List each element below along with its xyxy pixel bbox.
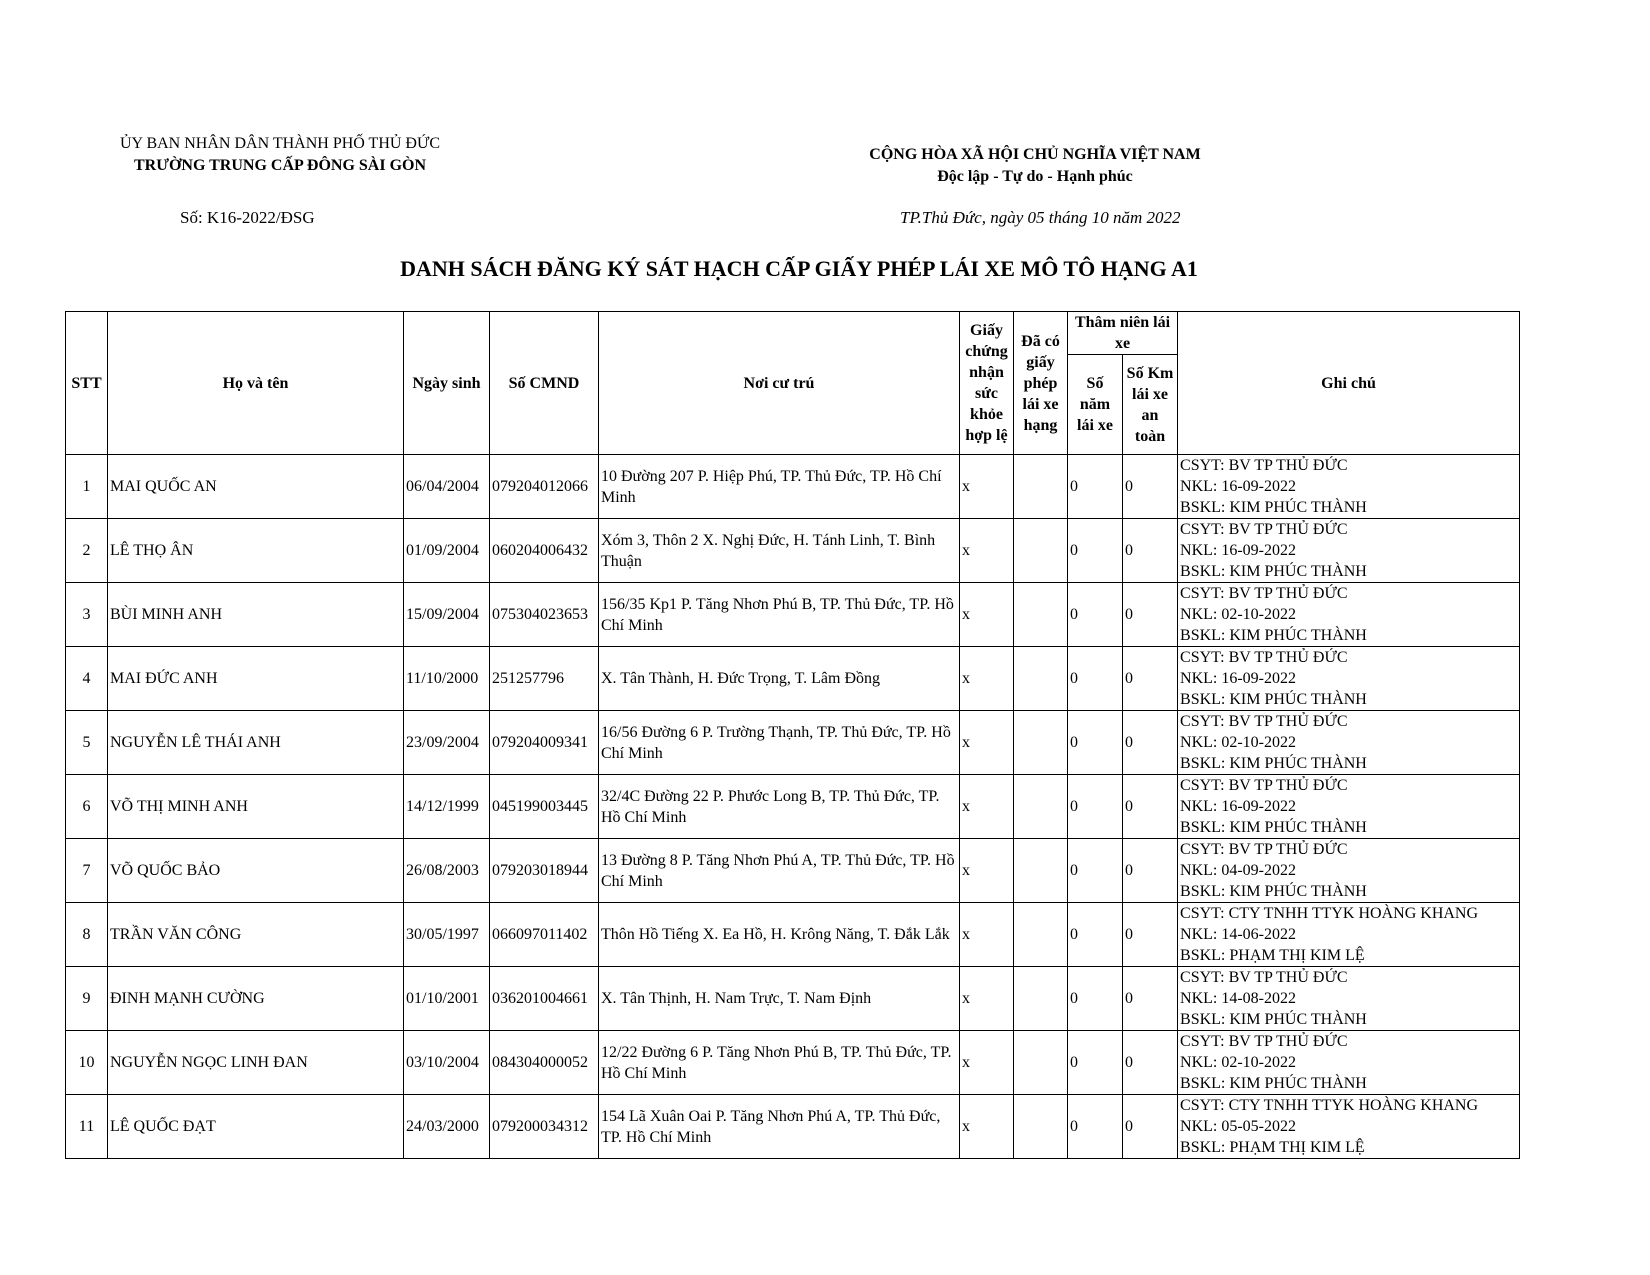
table-row — [66, 647, 1520, 711]
note-line: CSYT: BV TP THỦ ĐỨC — [1180, 649, 1348, 666]
cell-health-cert: x — [960, 711, 1014, 775]
cell-note — [1178, 1031, 1520, 1095]
note-line: CSYT: CTY TNHH TTYK HOÀNG KHANG — [1180, 905, 1479, 922]
cell-existing-license — [1014, 1031, 1068, 1095]
cell-stt: 5 — [66, 711, 108, 775]
cell-existing-license — [1014, 775, 1068, 839]
cell-note — [1178, 1095, 1520, 1159]
cell-years: 0 — [1068, 839, 1123, 903]
cell-address: 154 Lã Xuân Oai P. Tăng Nhơn Phú A, TP. Thủ Đức, TP. Hồ Chí Minh — [599, 1095, 960, 1159]
cell-id-number: 060204006432 — [490, 519, 599, 583]
cell-address: 156/35 Kp1 P. Tăng Nhơn Phú B, TP. Thủ Đức, TP. Hồ Chí Minh — [599, 583, 960, 647]
cell-years: 0 — [1068, 903, 1123, 967]
note-line: CSYT: BV TP THỦ ĐỨC — [1180, 457, 1348, 474]
table-body — [66, 455, 1520, 1159]
cell-address: 32/4C Đường 22 P. Phước Long B, TP. Thủ Đức, TP. Hồ Chí Minh — [599, 775, 960, 839]
national-header — [820, 144, 1250, 188]
cell-years: 0 — [1068, 711, 1123, 775]
cell-km: 0 — [1123, 839, 1178, 903]
cell-existing-license — [1014, 967, 1068, 1031]
cell-years: 0 — [1068, 519, 1123, 583]
header-km: Số Km lái xe an toàn — [1123, 355, 1178, 455]
cell-note — [1178, 647, 1520, 711]
cell-address: 13 Đường 8 P. Tăng Nhơn Phú A, TP. Thủ Đức, TP. Hồ Chí Minh — [599, 839, 960, 903]
cell-health-cert: x — [960, 519, 1014, 583]
national-name: CỘNG HÒA XÃ HỘI CHỦ NGHĨA VIỆT NAM — [869, 146, 1201, 163]
cell-id-number: 066097011402 — [490, 903, 599, 967]
header-address: Nơi cư trú — [599, 312, 960, 455]
cell-address: X. Tân Thành, H. Đức Trọng, T. Lâm Đồng — [599, 647, 960, 711]
header-seniority: Thâm niên lái xe — [1068, 312, 1178, 355]
cell-name: TRẦN VĂN CÔNG — [108, 903, 404, 967]
note-line: NKL: 16-09-2022 — [1180, 798, 1296, 815]
cell-years: 0 — [1068, 1031, 1123, 1095]
note-line: BSKL: KIM PHÚC THÀNH — [1180, 883, 1367, 900]
note-line: NKL: 16-09-2022 — [1180, 478, 1296, 495]
national-motto: Độc lập - Tự do - Hạnh phúc — [937, 168, 1133, 185]
cell-name: VÕ QUỐC BẢO — [108, 839, 404, 903]
cell-existing-license — [1014, 583, 1068, 647]
cell-dob: 24/03/2000 — [404, 1095, 490, 1159]
note-line: NKL: 02-10-2022 — [1180, 734, 1296, 751]
note-line: BSKL: KIM PHÚC THÀNH — [1180, 1011, 1367, 1028]
cell-stt: 3 — [66, 583, 108, 647]
note-line: NKL: 02-10-2022 — [1180, 1054, 1296, 1071]
table-row — [66, 839, 1520, 903]
table-row — [66, 903, 1520, 967]
issuer-school: TRƯỜNG TRUNG CẤP ĐÔNG SÀI GÒN — [133, 157, 427, 174]
table-row — [66, 967, 1520, 1031]
cell-address: 10 Đường 207 P. Hiệp Phú, TP. Thủ Đức, TP. Hồ Chí Minh — [599, 455, 960, 519]
cell-id-number: 075304023653 — [490, 583, 599, 647]
cell-existing-license — [1014, 903, 1068, 967]
cell-existing-license — [1014, 711, 1068, 775]
cell-note — [1178, 583, 1520, 647]
table-row — [66, 455, 1520, 519]
cell-id-number: 036201004661 — [490, 967, 599, 1031]
note-line: CSYT: BV TP THỦ ĐỨC — [1180, 969, 1348, 986]
cell-name: MAI ĐỨC ANH — [108, 647, 404, 711]
cell-note — [1178, 903, 1520, 967]
note-line: BSKL: PHẠM THỊ KIM LỆ — [1180, 947, 1365, 964]
cell-km: 0 — [1123, 455, 1178, 519]
cell-name: LÊ THỌ ÂN — [108, 519, 404, 583]
cell-km: 0 — [1123, 519, 1178, 583]
cell-health-cert: x — [960, 839, 1014, 903]
cell-stt: 8 — [66, 903, 108, 967]
document-number: Số: K16-2022/ĐSG — [180, 208, 315, 227]
cell-note — [1178, 967, 1520, 1031]
cell-stt: 4 — [66, 647, 108, 711]
cell-address: Xóm 3, Thôn 2 X. Nghị Đức, H. Tánh Linh, T. Bình Thuận — [599, 519, 960, 583]
cell-km: 0 — [1123, 775, 1178, 839]
note-line: BSKL: PHẠM THỊ KIM LỆ — [1180, 1139, 1365, 1156]
cell-years: 0 — [1068, 647, 1123, 711]
header-stt: STT — [66, 312, 108, 455]
cell-address: 16/56 Đường 6 P. Trường Thạnh, TP. Thủ Đức, TP. Hồ Chí Minh — [599, 711, 960, 775]
header-health-cert: Giấy chứng nhận sức khỏe hợp lệ — [960, 312, 1014, 455]
note-line: BSKL: KIM PHÚC THÀNH — [1180, 755, 1367, 772]
cell-name: LÊ QUỐC ĐẠT — [108, 1095, 404, 1159]
cell-health-cert: x — [960, 455, 1014, 519]
document-date: TP.Thủ Đức, ngày 05 tháng 10 năm 2022 — [900, 208, 1181, 227]
cell-note — [1178, 455, 1520, 519]
table-row — [66, 1095, 1520, 1159]
cell-km: 0 — [1123, 647, 1178, 711]
note-line: CSYT: CTY TNHH TTYK HOÀNG KHANG — [1180, 1097, 1479, 1114]
cell-stt: 6 — [66, 775, 108, 839]
cell-id-number: 079204009341 — [490, 711, 599, 775]
header-years: Số năm lái xe — [1068, 355, 1123, 455]
note-line: BSKL: KIM PHÚC THÀNH — [1180, 499, 1367, 516]
cell-name: VÕ THỊ MINH ANH — [108, 775, 404, 839]
registration-table — [65, 311, 1520, 1159]
cell-address: Thôn Hồ Tiếng X. Ea Hồ, H. Krông Năng, T. Đắk Lắk — [599, 903, 960, 967]
note-line: NKL: 05-05-2022 — [1180, 1118, 1296, 1135]
cell-existing-license — [1014, 647, 1068, 711]
table-header-row — [66, 312, 1520, 355]
cell-health-cert: x — [960, 647, 1014, 711]
cell-existing-license — [1014, 839, 1068, 903]
header-name: Họ và tên — [108, 312, 404, 455]
cell-km: 0 — [1123, 583, 1178, 647]
cell-name: NGUYỄN LÊ THÁI ANH — [108, 711, 404, 775]
cell-address: 12/22 Đường 6 P. Tăng Nhơn Phú B, TP. Thủ Đức, TP. Hồ Chí Minh — [599, 1031, 960, 1095]
cell-note — [1178, 775, 1520, 839]
cell-existing-license — [1014, 519, 1068, 583]
cell-stt: 2 — [66, 519, 108, 583]
cell-health-cert: x — [960, 1031, 1014, 1095]
cell-stt: 10 — [66, 1031, 108, 1095]
note-line: NKL: 04-09-2022 — [1180, 862, 1296, 879]
cell-stt: 11 — [66, 1095, 108, 1159]
header-existing-license: Đã có giấy phép lái xe hạng — [1014, 312, 1068, 455]
note-line: CSYT: BV TP THỦ ĐỨC — [1180, 1033, 1348, 1050]
cell-stt: 7 — [66, 839, 108, 903]
cell-health-cert: x — [960, 1095, 1014, 1159]
note-line: CSYT: BV TP THỦ ĐỨC — [1180, 841, 1348, 858]
cell-health-cert: x — [960, 903, 1014, 967]
cell-id-number: 079203018944 — [490, 839, 599, 903]
cell-years: 0 — [1068, 455, 1123, 519]
cell-dob: 26/08/2003 — [404, 839, 490, 903]
cell-name: ĐINH MẠNH CƯỜNG — [108, 967, 404, 1031]
header-dob: Ngày sinh — [404, 312, 490, 455]
note-line: CSYT: BV TP THỦ ĐỨC — [1180, 713, 1348, 730]
cell-km: 0 — [1123, 711, 1178, 775]
table-row — [66, 775, 1520, 839]
note-line: BSKL: KIM PHÚC THÀNH — [1180, 627, 1367, 644]
cell-name: NGUYỄN NGỌC LINH ĐAN — [108, 1031, 404, 1095]
note-line: BSKL: KIM PHÚC THÀNH — [1180, 691, 1367, 708]
document-title: DANH SÁCH ĐĂNG KÝ SÁT HẠCH CẤP GIẤY PHÉP LÁI XE MÔ TÔ HẠNG A1 — [400, 256, 1198, 281]
cell-address: X. Tân Thịnh, H. Nam Trực, T. Nam Định — [599, 967, 960, 1031]
note-line: NKL: 16-09-2022 — [1180, 670, 1296, 687]
note-line: NKL: 14-06-2022 — [1180, 926, 1296, 943]
issuer-header — [80, 133, 480, 177]
note-line: BSKL: KIM PHÚC THÀNH — [1180, 1075, 1367, 1092]
cell-name: MAI QUỐC AN — [108, 455, 404, 519]
cell-dob: 15/09/2004 — [404, 583, 490, 647]
note-line: NKL: 16-09-2022 — [1180, 542, 1296, 559]
header-id: Số CMND — [490, 312, 599, 455]
cell-km: 0 — [1123, 1031, 1178, 1095]
cell-stt: 9 — [66, 967, 108, 1031]
table-row — [66, 711, 1520, 775]
note-line: CSYT: BV TP THỦ ĐỨC — [1180, 777, 1348, 794]
cell-km: 0 — [1123, 967, 1178, 1031]
cell-dob: 14/12/1999 — [404, 775, 490, 839]
cell-stt: 1 — [66, 455, 108, 519]
cell-id-number: 079200034312 — [490, 1095, 599, 1159]
cell-dob: 23/09/2004 — [404, 711, 490, 775]
cell-dob: 01/09/2004 — [404, 519, 490, 583]
cell-dob: 01/10/2001 — [404, 967, 490, 1031]
cell-id-number: 045199003445 — [490, 775, 599, 839]
cell-health-cert: x — [960, 775, 1014, 839]
table-row — [66, 583, 1520, 647]
cell-km: 0 — [1123, 1095, 1178, 1159]
note-line: BSKL: KIM PHÚC THÀNH — [1180, 819, 1367, 836]
cell-health-cert: x — [960, 967, 1014, 1031]
table-row — [66, 519, 1520, 583]
cell-dob: 30/05/1997 — [404, 903, 490, 967]
cell-dob: 03/10/2004 — [404, 1031, 490, 1095]
cell-dob: 11/10/2000 — [404, 647, 490, 711]
cell-note — [1178, 839, 1520, 903]
cell-name: BÙI MINH ANH — [108, 583, 404, 647]
cell-note — [1178, 711, 1520, 775]
cell-existing-license — [1014, 1095, 1068, 1159]
cell-id-number: 079204012066 — [490, 455, 599, 519]
cell-km: 0 — [1123, 903, 1178, 967]
cell-years: 0 — [1068, 1095, 1123, 1159]
note-line: CSYT: BV TP THỦ ĐỨC — [1180, 585, 1348, 602]
note-line: NKL: 02-10-2022 — [1180, 606, 1296, 623]
cell-years: 0 — [1068, 967, 1123, 1031]
cell-id-number: 084304000052 — [490, 1031, 599, 1095]
cell-dob: 06/04/2004 — [404, 455, 490, 519]
header-note: Ghi chú — [1178, 312, 1520, 455]
note-line: CSYT: BV TP THỦ ĐỨC — [1180, 521, 1348, 538]
cell-existing-license — [1014, 455, 1068, 519]
cell-id-number: 251257796 — [490, 647, 599, 711]
cell-note — [1178, 519, 1520, 583]
note-line: BSKL: KIM PHÚC THÀNH — [1180, 563, 1367, 580]
table-row — [66, 1031, 1520, 1095]
cell-years: 0 — [1068, 775, 1123, 839]
note-line: NKL: 14-08-2022 — [1180, 990, 1296, 1007]
issuer-authority: ỦY BAN NHÂN DÂN THÀNH PHỐ THỦ ĐỨC — [119, 135, 441, 152]
cell-health-cert: x — [960, 583, 1014, 647]
cell-years: 0 — [1068, 583, 1123, 647]
